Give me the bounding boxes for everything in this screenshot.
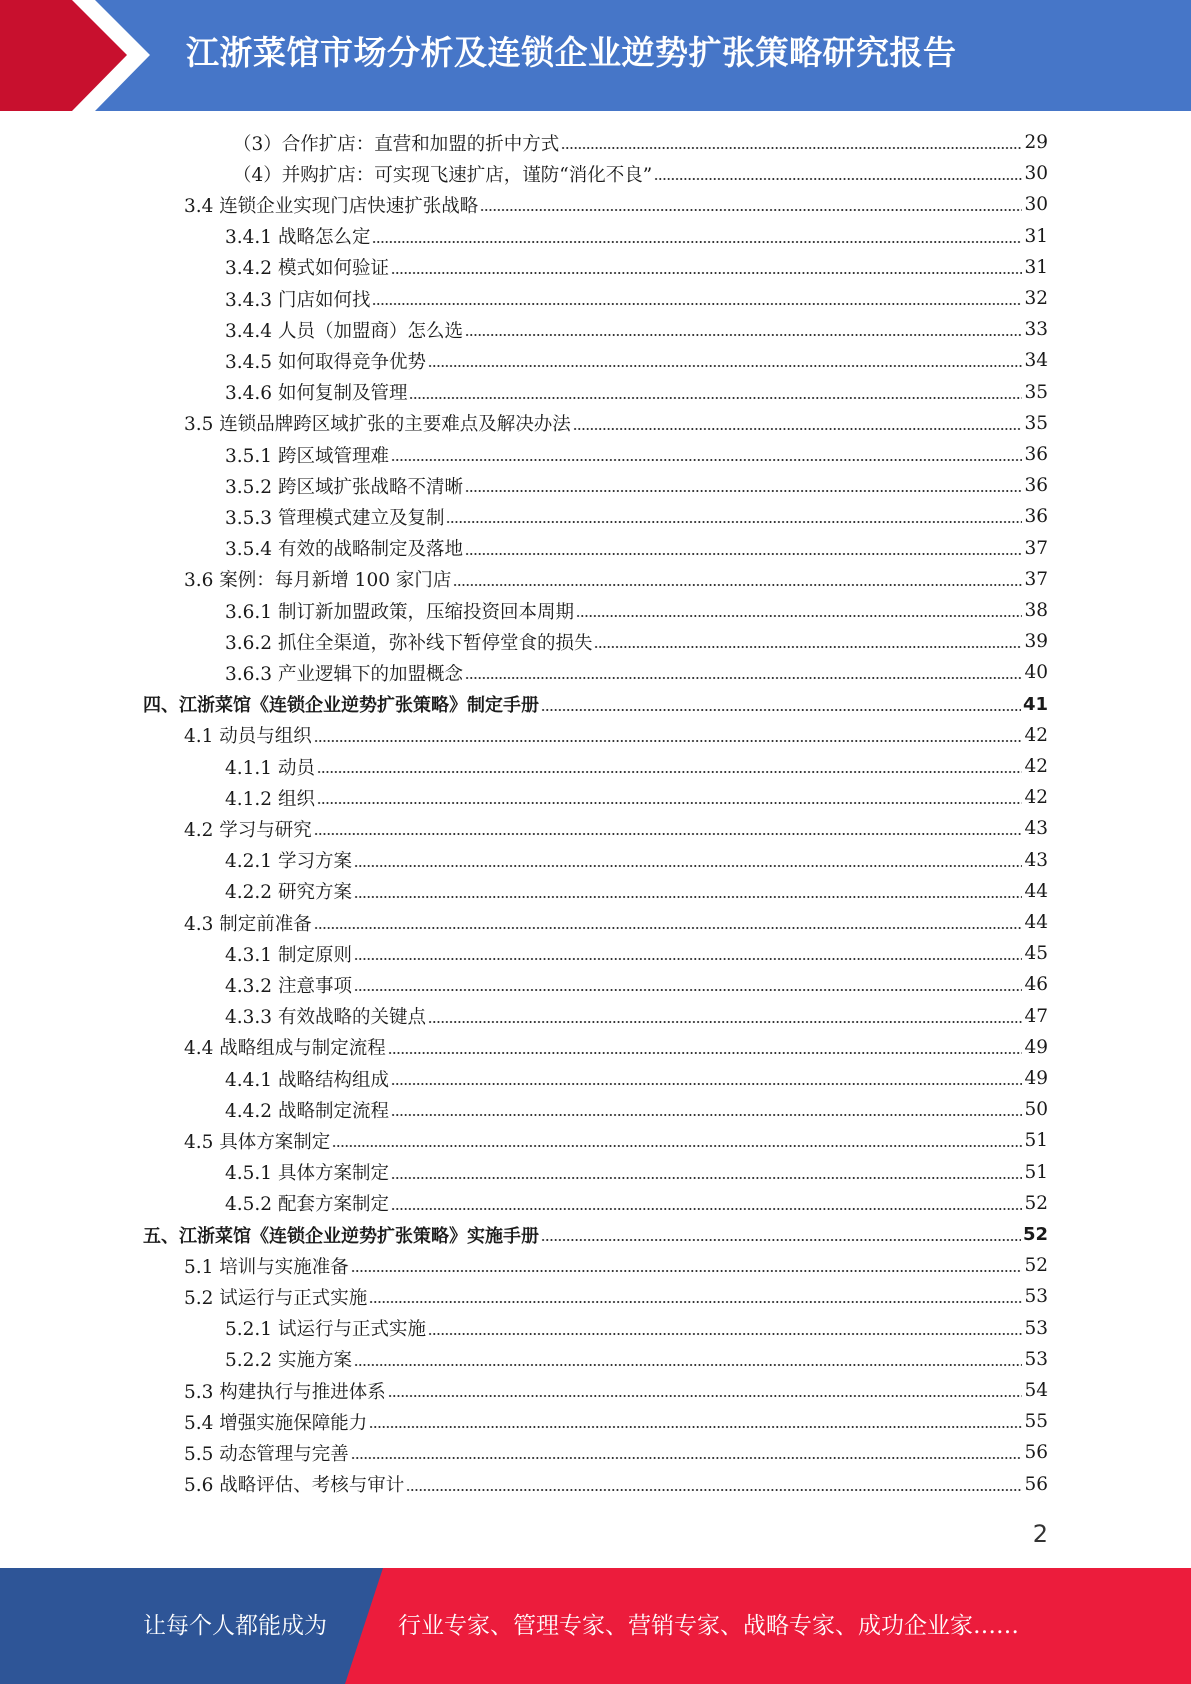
footer-slogan: 让每个人都能成为 [143, 1613, 327, 1639]
toc-entry-title: 3.6.1 制订新加盟政策，压缩投资回本周期 [225, 601, 574, 623]
toc-leader-dots [428, 1333, 1022, 1335]
toc-entry-page: 30 [1024, 194, 1048, 216]
toc-entry[interactable] [184, 720, 1048, 751]
toc-entry[interactable] [143, 689, 1048, 720]
toc-entry[interactable] [184, 813, 1048, 844]
toc-entry[interactable] [225, 595, 1048, 626]
toc-leader-dots [317, 802, 1023, 804]
toc-leader-dots [541, 1239, 1021, 1241]
toc-entry-page: 35 [1024, 381, 1048, 403]
toc-entry[interactable] [184, 1437, 1048, 1468]
toc-entry[interactable] [225, 1344, 1048, 1375]
toc-entry[interactable] [184, 907, 1048, 938]
toc-entry[interactable] [225, 1063, 1048, 1094]
toc-entry-page: 36 [1024, 506, 1048, 528]
toc-leader-dots [409, 397, 1022, 399]
toc-entry-page: 42 [1024, 787, 1048, 809]
toc-leader-dots [465, 334, 1022, 336]
toc-entry[interactable] [225, 969, 1048, 1000]
toc-leader-dots [354, 958, 1023, 960]
toc-entry-page: 54 [1024, 1380, 1048, 1401]
toc-leader-dots [354, 865, 1023, 867]
toc-leader-dots [541, 709, 1021, 711]
toc-entry-page: 51 [1024, 1130, 1048, 1152]
toc-entry[interactable] [225, 283, 1048, 314]
toc-entry[interactable] [225, 1001, 1048, 1032]
toc-entry[interactable] [225, 314, 1048, 345]
toc-leader-dots [594, 646, 1022, 648]
toc-entry-page: 50 [1024, 1099, 1048, 1121]
toc-entry[interactable] [184, 564, 1048, 595]
toc-entry[interactable] [184, 1406, 1048, 1437]
toc-leader-dots [391, 1208, 1022, 1210]
toc-leader-dots [388, 1052, 1023, 1054]
toc-leader-dots [332, 1145, 1022, 1147]
toc-entry-title: 3.6 案例：每月新增 100 家门店 [184, 570, 452, 592]
toc-entry-page: 36 [1024, 444, 1048, 465]
toc-entry-title: 4.4.2 战略制定流程 [225, 1100, 389, 1122]
toc-entry-page: 32 [1024, 288, 1048, 309]
toc-entry-title: 4.3.3 有效战略的关键点 [225, 1007, 426, 1029]
toc-entry[interactable] [225, 501, 1048, 532]
toc-entry[interactable] [184, 1375, 1048, 1406]
toc-entry-title: 5.4 增强实施保障能力 [184, 1412, 368, 1434]
toc-entry-page: 31 [1024, 256, 1048, 278]
toc-entry-title: 3.5.3 管理模式建立及复制 [225, 507, 445, 529]
toc-entry-page: 47 [1024, 1005, 1048, 1027]
toc-entry-title: 3.5.2 跨区域扩张战略不清晰 [225, 476, 463, 498]
toc-entry[interactable] [225, 221, 1048, 252]
toc-entry-page: 35 [1024, 412, 1048, 434]
toc-entry[interactable] [225, 377, 1048, 408]
toc-entry[interactable] [233, 127, 1048, 158]
toc-entry-page: 46 [1024, 974, 1048, 996]
toc-entry-title: 四、江浙菜馆《连锁企业逆势扩张策略》制定手册 [143, 695, 539, 717]
toc-entry-page: 40 [1024, 662, 1048, 684]
toc-entry-title: 3.6.2 抓住全渠道，弥补线下暂停堂食的损失 [225, 632, 593, 654]
toc-entry-page: 44 [1024, 912, 1048, 933]
toc-entry-page: 30 [1024, 163, 1048, 185]
toc-entry[interactable] [225, 1094, 1048, 1125]
toc-entry-title: 4.4.1 战略结构组成 [225, 1069, 389, 1091]
toc-leader-dots [654, 178, 1022, 180]
toc-entry-page: 52 [1024, 1192, 1048, 1214]
toc-entry-title: 5.1 培训与实施准备 [184, 1256, 349, 1278]
toc-entry[interactable] [184, 1032, 1048, 1063]
toc-entry-page: 55 [1024, 1411, 1048, 1433]
toc-entry-page: 49 [1024, 1068, 1048, 1089]
toc-leader-dots [391, 459, 1022, 461]
toc-leader-dots [317, 771, 1023, 773]
toc-entry[interactable] [225, 845, 1048, 876]
toc-leader-dots [372, 303, 1022, 305]
toc-entry-title: 3.4.3 门店如何找 [225, 289, 371, 311]
toc-entry[interactable] [225, 751, 1048, 782]
toc-entry-page: 42 [1024, 756, 1048, 777]
toc-entry-title: 4.3.2 注意事项 [225, 975, 352, 997]
toc-entry[interactable] [225, 782, 1048, 813]
toc-entry-page: 53 [1024, 1317, 1048, 1339]
toc-entry[interactable] [184, 1125, 1048, 1156]
toc-leader-dots [391, 1083, 1022, 1085]
toc-leader-dots [453, 584, 1022, 586]
toc-entry[interactable] [225, 938, 1048, 969]
toc-entry[interactable] [225, 876, 1048, 907]
page-footer [0, 1568, 1191, 1684]
toc-entry-title: 3.5.1 跨区域管理难 [225, 445, 389, 467]
toc-entry-page: 33 [1024, 319, 1048, 341]
toc-entry-page: 39 [1024, 631, 1048, 653]
toc-leader-dots [354, 1364, 1023, 1366]
toc-entry[interactable] [184, 189, 1048, 220]
page-number: 2 [1032, 1520, 1048, 1548]
toc-entry[interactable] [225, 657, 1048, 688]
toc-entry-title: 5.5 动态管理与完善 [184, 1443, 349, 1465]
toc-leader-dots [351, 1457, 1023, 1459]
toc-entry-page: 41 [1022, 693, 1048, 715]
toc-entry-page: 53 [1024, 1348, 1048, 1370]
toc-entry-title: 5.2 试运行与正式实施 [184, 1287, 368, 1309]
toc-entry-title: 4.2 学习与研究 [184, 819, 312, 841]
toc-leader-dots [351, 1270, 1023, 1272]
toc-entry-title: 4.5.1 具体方案制定 [225, 1163, 389, 1185]
toc-leader-dots [314, 740, 1023, 742]
toc-entry-page: 51 [1024, 1161, 1048, 1183]
toc-entry[interactable] [225, 252, 1048, 283]
toc-entry-page: 44 [1024, 880, 1048, 902]
toc-leader-dots [354, 989, 1023, 991]
toc-leader-dots [428, 365, 1022, 367]
toc-entry-title: 4.1.1 动员 [225, 757, 315, 779]
toc-entry-title: 4.4 战略组成与制定流程 [184, 1038, 386, 1060]
footer-roles: 行业专家、管理专家、营销专家、战略专家、成功企业家…… [398, 1613, 1019, 1639]
toc-entry-title: 5.3 构建执行与推进体系 [184, 1381, 386, 1403]
toc-entry-title: 4.3 制定前准备 [184, 913, 312, 935]
toc-entry-page: 43 [1024, 818, 1048, 840]
toc-entry-title: 4.2.2 研究方案 [225, 882, 352, 904]
toc-leader-dots [354, 896, 1023, 898]
toc-entry-page: 52 [1022, 1224, 1048, 1245]
toc-entry[interactable] [184, 408, 1048, 439]
toc-entry[interactable] [184, 1469, 1048, 1500]
toc-entry[interactable] [225, 439, 1048, 470]
toc-entry[interactable] [225, 1157, 1048, 1188]
toc-entry-title: 3.4.4 人员（加盟商）怎么选 [225, 320, 463, 342]
toc-entry-page: 36 [1024, 475, 1048, 497]
toc-entry-page: 34 [1024, 350, 1048, 372]
toc-leader-dots [388, 1395, 1023, 1397]
toc-entry-title: 3.6.3 产业逻辑下的加盟概念 [225, 663, 463, 685]
toc-leader-dots [372, 241, 1022, 243]
toc-entry-page: 29 [1024, 132, 1048, 153]
toc-entry-page: 37 [1024, 568, 1048, 590]
toc-leader-dots [406, 1489, 1022, 1491]
report-title: 江浙菜馆市场分析及连锁企业逆势扩张策略研究报告 [186, 33, 957, 72]
toc-entry-page: 52 [1024, 1255, 1048, 1277]
toc-entry-title: 4.3.1 制定原则 [225, 944, 352, 966]
toc-leader-dots [314, 833, 1023, 835]
toc-entry-page: 49 [1024, 1036, 1048, 1058]
toc-entry-title: 4.1.2 组织 [225, 788, 315, 810]
toc-entry-page: 45 [1024, 943, 1048, 965]
toc-entry-page: 56 [1024, 1473, 1048, 1495]
toc-entry-title: 4.5 具体方案制定 [184, 1131, 331, 1153]
toc-leader-dots [428, 1021, 1022, 1023]
toc-entry-title: （4）并购扩店：可实现飞速扩店，谨防“消化不良” [233, 164, 653, 186]
toc-leader-dots [465, 490, 1022, 492]
toc-entry[interactable] [225, 626, 1048, 657]
toc-entry[interactable] [184, 1281, 1048, 1312]
toc-entry-title: 3.4.1 战略怎么定 [225, 227, 371, 249]
toc-entry-title: 5.2.1 试运行与正式实施 [225, 1319, 426, 1341]
toc-leader-dots [573, 428, 1023, 430]
toc-entry-title: 3.5.4 有效的战略制定及落地 [225, 539, 463, 561]
toc-entry[interactable] [184, 1250, 1048, 1281]
toc-entry[interactable] [225, 1313, 1048, 1344]
toc-entry[interactable] [225, 1188, 1048, 1219]
toc-entry-page: 56 [1024, 1442, 1048, 1464]
toc-leader-dots [576, 615, 1022, 617]
toc-entry-title: 3.4.6 如何复制及管理 [225, 383, 408, 405]
report-header [0, 0, 1191, 111]
toc-leader-dots [369, 1301, 1022, 1303]
toc-entry-page: 38 [1024, 600, 1048, 621]
toc-entry-page: 53 [1024, 1286, 1048, 1308]
toc-entry-title: 4.5.2 配套方案制定 [225, 1194, 389, 1216]
toc-leader-dots [369, 1426, 1022, 1428]
toc-entry-page: 37 [1024, 537, 1048, 559]
toc-leader-dots [391, 272, 1022, 274]
toc-entry[interactable] [143, 1219, 1048, 1250]
toc-leader-dots [465, 677, 1022, 679]
toc-entry-title: 3.5 连锁品牌跨区域扩张的主要难点及解决办法 [184, 414, 571, 436]
toc-entry-title: 3.4.2 模式如何验证 [225, 258, 389, 280]
toc-entry-page: 31 [1024, 225, 1048, 247]
toc-entry[interactable] [233, 158, 1048, 189]
toc-leader-dots [314, 927, 1023, 929]
toc-leader-dots [446, 521, 1022, 523]
toc-leader-dots [561, 147, 1022, 149]
toc-leader-dots [465, 553, 1022, 555]
toc-leader-dots [391, 1177, 1022, 1179]
toc-entry[interactable] [225, 345, 1048, 376]
toc-entry-page: 42 [1024, 724, 1048, 746]
toc-leader-dots [391, 1114, 1022, 1116]
toc-entry-title: 3.4 连锁企业实现门店快速扩张战略 [184, 195, 479, 217]
toc-entry-title: （3）合作扩店：直营和加盟的折中方式 [233, 133, 560, 155]
toc-entry-title: 4.2.1 学习方案 [225, 851, 352, 873]
toc-entry-title: 4.1 动员与组织 [184, 726, 312, 748]
toc-entry-title: 5.6 战略评估、考核与审计 [184, 1475, 405, 1497]
toc-entry-title: 3.4.5 如何取得竞争优势 [225, 351, 426, 373]
toc-entry[interactable] [225, 470, 1048, 501]
toc-entry-title: 5.2.2 实施方案 [225, 1350, 352, 1372]
toc-leader-dots [480, 209, 1022, 211]
toc-entry-page: 43 [1024, 849, 1048, 871]
toc-entry[interactable] [225, 533, 1048, 564]
toc-entry-title: 五、江浙菜馆《连锁企业逆势扩张策略》实施手册 [143, 1225, 539, 1247]
